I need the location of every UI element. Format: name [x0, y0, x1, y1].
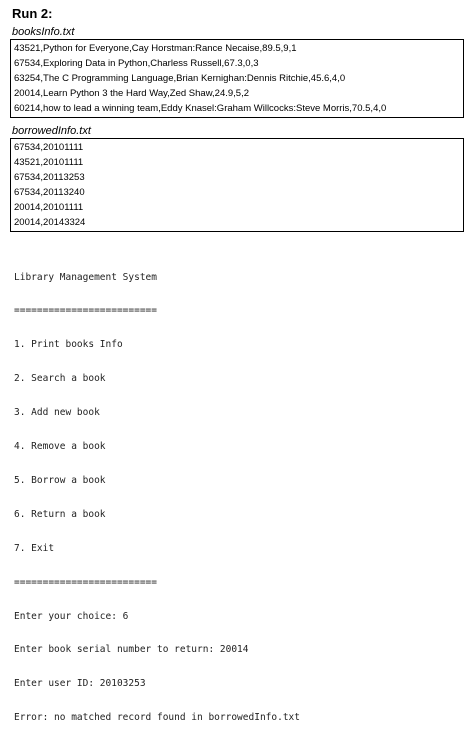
borrowed-file-label: borrowedInfo.txt — [12, 125, 91, 137]
console-serial-prompt: Enter book serial number to return: 20014 — [14, 644, 249, 656]
console-divider: ========================= — [14, 576, 157, 588]
books-file-line: 60214,how to lead a winning team,Eddy Knasel:Graham Willcocks:Steve Morris,70.5,4,0 — [14, 103, 387, 114]
borrowed-file-line: 67534,20113240 — [14, 187, 85, 198]
borrowed-file-line: 67534,20101111 — [14, 142, 84, 153]
console-error-message: Error: no matched record found in borrowedInfo.txt — [14, 712, 300, 724]
books-file-line: 20014,Learn Python 3 the Hard Way,Zed Shaw,24.9,5,2 — [14, 88, 250, 99]
books-file-line: 63254,The C Programming Language,Brian Kernighan:Dennis Ritchie,45.6,4,0 — [14, 73, 346, 84]
books-file-line: 43521,Python for Everyone,Cay Horstman:Rance Necaise,89.5,9,1 — [14, 43, 297, 54]
books-file-line: 67534,Exploring Data in Python,Charless Russell,67.3,0,3 — [14, 58, 259, 69]
console-choice-prompt: Enter your choice: 6 — [14, 610, 129, 622]
console-menu-option: 1. Print books Info — [14, 339, 123, 351]
borrowed-file-line: 43521,20101111 — [14, 157, 84, 168]
console-app-title: Library Management System — [14, 271, 157, 283]
borrowed-file-box — [10, 138, 464, 232]
borrowed-file-line: 67534,20113253 — [14, 172, 85, 183]
console-menu-option: 4. Remove a book — [14, 441, 106, 453]
borrowed-file-line: 20014,20101111 — [14, 202, 84, 213]
books-file-label: booksInfo.txt — [12, 26, 75, 38]
console-divider: ========================= — [14, 305, 157, 317]
console-menu-option: 6. Return a book — [14, 508, 106, 520]
console-menu-option: 3. Add new book — [14, 407, 100, 419]
books-file-box — [10, 39, 464, 118]
borrowed-file-line: 20014,20143324 — [14, 217, 86, 228]
console-menu-option: 5. Borrow a book — [14, 474, 106, 486]
console-menu-option: 2. Search a book — [14, 373, 106, 385]
console-output — [14, 249, 300, 735]
console-user-id-prompt: Enter user ID: 20103253 — [14, 678, 146, 690]
run-title: Run 2: — [12, 6, 53, 21]
console-menu-option: 7. Exit — [14, 542, 55, 554]
